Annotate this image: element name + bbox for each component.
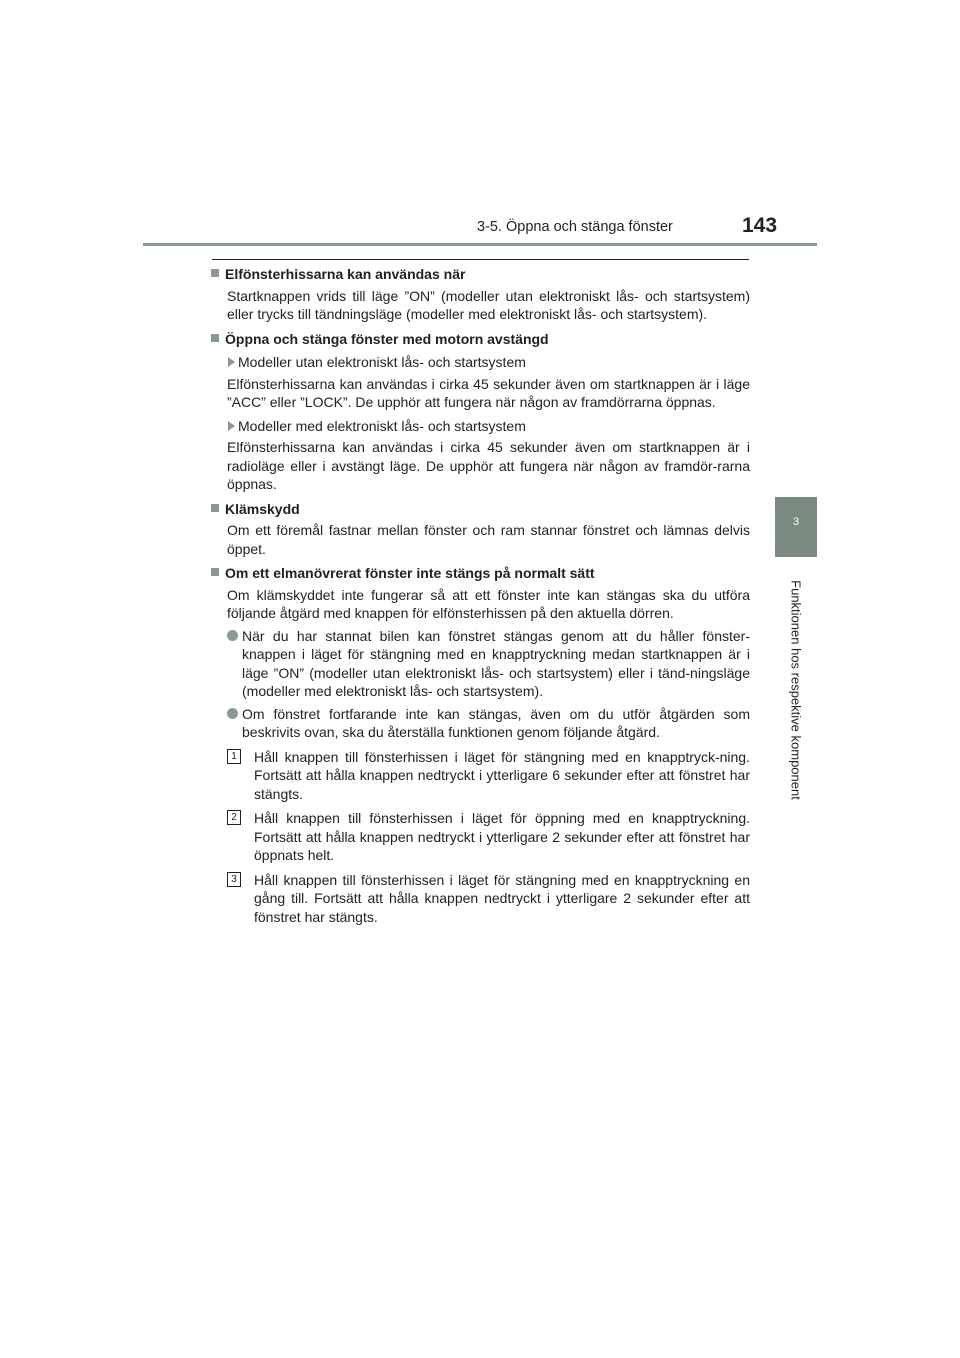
chapter-tab [775, 497, 817, 557]
section-heading: Elfönsterhissarna kan användas när [210, 265, 750, 284]
square-bullet-icon [211, 334, 219, 342]
section-window-not-closing [210, 564, 750, 926]
content-top-rule [212, 259, 749, 260]
section-engine-off [210, 330, 750, 494]
section-text: Om klämskyddet inte fungerar så att ett fönster inte kan stängas ska du utföra följande åtgärd med knappen för elfönsterhissen på den aktuella dörren. [227, 586, 750, 621]
square-bullet-icon [211, 568, 219, 576]
circle-bullet-icon [227, 708, 238, 719]
triangle-arrow-icon [228, 421, 235, 431]
step-number-badge: 3 [227, 872, 241, 887]
step-number-badge: 1 [227, 749, 241, 764]
section-jam-protection [210, 500, 750, 559]
header-rule [143, 243, 817, 246]
step-item: 2 Håll knappen till fönsterhissen i läget för öppning med en knapptryckning. Fortsätt att hålla knappen nedtryckt i ytterligare 2 sekunder efter att fönstret har öppnats helt. [227, 809, 750, 865]
chapter-title: Funktionen hos respektive komponent [788, 580, 804, 800]
square-bullet-icon [211, 504, 219, 512]
section-heading: Klämskydd [210, 500, 750, 519]
section-heading: Om ett elmanövrerat fönster inte stängs på normalt sätt [210, 564, 750, 583]
list-item: Om fönstret fortfarande inte kan stängas, även om du utför åtgärden som beskrivits ovan, ska du återställa funktionen genom följande åtgärd. [227, 705, 750, 742]
section-text: Startknappen vrids till läge ”ON” (modeller utan elektroniskt lås- och startsystem) eller trycks till tändningsläge (modeller med elektroniskt lås- och startsystem). [227, 287, 750, 322]
section-text: Elfönsterhissarna kan användas i cirka 45 sekunder även om startknappen är i läge ”ACC” eller ”LOCK”. De upphör att fungera när någon av framdörrarna öppnas. [227, 375, 750, 410]
section-text: Om ett föremål fastnar mellan fönster och ram stannar fönstret och lämnas delvis öppet. [227, 522, 750, 557]
step-item: 3 Håll knappen till fönsterhissen i läget för stängning med en knapptryckning en gång till. Fortsätt att hålla knappen nedtryckt i ytterligare 2 sekunder efter att fönstret har stängts. [227, 871, 750, 927]
section-text: Elfönsterhissarna kan användas i cirka 45 sekunder även om startknappen är i radioläge eller i avstängt läge. De upphör att fungera när någon av framdör-rarna öppnas. [227, 439, 750, 492]
triangle-arrow-icon [228, 357, 235, 367]
section-availability [210, 265, 750, 324]
step-item: 1 Håll knappen till fönsterhissen i läget för stängning med en knapptryck-ning. Fortsätt att hålla knappen nedtryckt i ytterligare 6 sekunder efter att fönstret har stängts. [227, 748, 750, 804]
chapter-number: 3 [792, 516, 800, 528]
section-heading: Öppna och stänga fönster med motorn avstängd [210, 330, 750, 349]
step-number-badge: 2 [227, 810, 241, 825]
square-bullet-icon [211, 269, 219, 277]
subheading-without-smart-key: Modeller utan elektroniskt lås- och startsystem [227, 353, 750, 372]
subheading-with-smart-key: Modeller med elektroniskt lås- och startsystem [227, 417, 750, 436]
list-item: När du har stannat bilen kan fönstret stängas genom att du håller fönster-knappen i läget för stängning med en knapptryckning medan startknappen är i läge ”ON” (modeller utan elektroniskt lås- och startsystem) eller i tänd-ningsläge (modeller med elektroniskt lås- och startsystem). [227, 627, 750, 701]
circle-bullet-icon [227, 630, 238, 641]
section-title: 3-5. Öppna och stänga fönster [477, 219, 673, 235]
page-number: 143 [742, 214, 778, 237]
page-content [210, 265, 750, 932]
